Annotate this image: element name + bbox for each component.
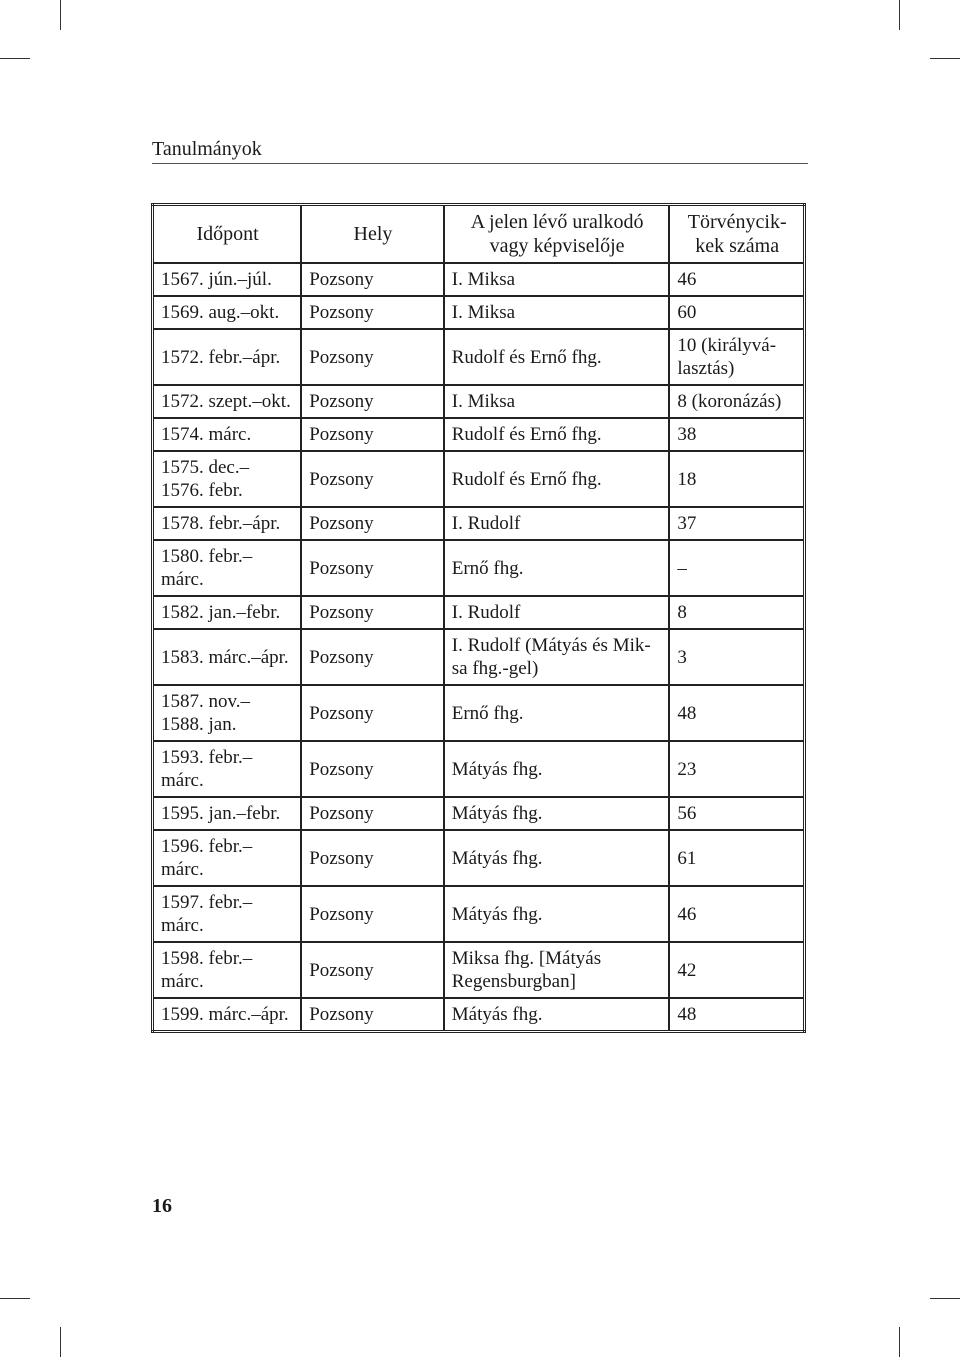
table-row xyxy=(153,629,805,685)
cell-place: Pozsony xyxy=(301,451,444,507)
cell-ruler: Mátyás fhg. xyxy=(444,830,670,886)
cell-articles: 46 xyxy=(669,263,804,296)
cell-articles: 48 xyxy=(669,998,804,1032)
table-row xyxy=(153,998,805,1032)
cell-articles: 60 xyxy=(669,296,804,329)
crop-mark xyxy=(899,1327,900,1357)
cell-articles: 56 xyxy=(669,797,804,830)
table-row xyxy=(153,540,805,596)
cell-articles: 46 xyxy=(669,886,804,942)
cell-ruler: Rudolf és Ernő fhg. xyxy=(444,418,670,451)
cell-articles: 8 (koronázás) xyxy=(669,385,804,418)
cell-ruler: Ernő fhg. xyxy=(444,540,670,596)
cell-ruler: I. Rudolf (Mátyás és Mik-sa fhg.-gel) xyxy=(444,629,670,685)
cell-articles: 37 xyxy=(669,507,804,540)
cell-date: 1593. febr.– márc. xyxy=(153,741,302,797)
cell-articles: 23 xyxy=(669,741,804,797)
crop-mark xyxy=(930,58,960,59)
cell-ruler: Rudolf és Ernő fhg. xyxy=(444,451,670,507)
cell-date: 1574. márc. xyxy=(153,418,302,451)
table-row xyxy=(153,886,805,942)
cell-ruler: I. Miksa xyxy=(444,263,670,296)
table-row xyxy=(153,296,805,329)
header-torvenycikkek: Törvénycik-kek száma xyxy=(669,205,804,264)
cell-articles: 48 xyxy=(669,685,804,741)
cell-ruler: I. Miksa xyxy=(444,385,670,418)
table-row xyxy=(153,385,805,418)
cell-place: Pozsony xyxy=(301,830,444,886)
header-uralkodo: A jelen lévő uralkodó vagy képviselője xyxy=(444,205,670,264)
header-rule xyxy=(152,163,808,164)
cell-date: 1597. febr.– márc. xyxy=(153,886,302,942)
cell-place: Pozsony xyxy=(301,596,444,629)
table-row xyxy=(153,797,805,830)
cell-place: Pozsony xyxy=(301,507,444,540)
cell-articles: 61 xyxy=(669,830,804,886)
cell-articles: 18 xyxy=(669,451,804,507)
cell-place: Pozsony xyxy=(301,418,444,451)
header-hely: Hely xyxy=(301,205,444,264)
table-row xyxy=(153,507,805,540)
crop-mark xyxy=(930,1298,960,1299)
cell-date: 1578. febr.–ápr. xyxy=(153,507,302,540)
cell-place: Pozsony xyxy=(301,685,444,741)
cell-place: Pozsony xyxy=(301,329,444,385)
cell-date: 1595. jan.–febr. xyxy=(153,797,302,830)
cell-date: 1580. febr.– márc. xyxy=(153,540,302,596)
running-head: Tanulmányok xyxy=(152,138,262,160)
cell-date: 1582. jan.–febr. xyxy=(153,596,302,629)
table-header-row xyxy=(153,205,805,264)
cell-ruler: I. Rudolf xyxy=(444,507,670,540)
cell-place: Pozsony xyxy=(301,629,444,685)
crop-mark xyxy=(0,1298,30,1299)
cell-ruler: Mátyás fhg. xyxy=(444,741,670,797)
cell-place: Pozsony xyxy=(301,741,444,797)
table-row xyxy=(153,685,805,741)
cell-ruler: Mátyás fhg. xyxy=(444,998,670,1032)
cell-ruler: Mátyás fhg. xyxy=(444,797,670,830)
cell-articles: 3 xyxy=(669,629,804,685)
table-row xyxy=(153,741,805,797)
crop-mark xyxy=(899,0,900,30)
table-row xyxy=(153,451,805,507)
cell-place: Pozsony xyxy=(301,942,444,998)
cell-ruler: I. Rudolf xyxy=(444,596,670,629)
cell-date: 1599. márc.–ápr. xyxy=(153,998,302,1032)
cell-date: 1596. febr.– márc. xyxy=(153,830,302,886)
page-number: 16 xyxy=(152,1195,172,1217)
cell-place: Pozsony xyxy=(301,296,444,329)
cell-date: 1567. jún.–júl. xyxy=(153,263,302,296)
table-row xyxy=(153,329,805,385)
header-idopont: Időpont xyxy=(153,205,302,264)
cell-articles: – xyxy=(669,540,804,596)
cell-ruler: I. Miksa xyxy=(444,296,670,329)
crop-mark xyxy=(60,1327,61,1357)
table-row xyxy=(153,263,805,296)
cell-place: Pozsony xyxy=(301,797,444,830)
cell-date: 1587. nov.– 1588. jan. xyxy=(153,685,302,741)
cell-place: Pozsony xyxy=(301,263,444,296)
cell-date: 1569. aug.–okt. xyxy=(153,296,302,329)
cell-articles: 38 xyxy=(669,418,804,451)
cell-date: 1572. febr.–ápr. xyxy=(153,329,302,385)
cell-place: Pozsony xyxy=(301,540,444,596)
cell-date: 1575. dec.– 1576. febr. xyxy=(153,451,302,507)
cell-place: Pozsony xyxy=(301,998,444,1032)
cell-articles: 8 xyxy=(669,596,804,629)
table-body xyxy=(153,263,805,1032)
cell-date: 1598. febr.– márc. xyxy=(153,942,302,998)
table-row xyxy=(153,830,805,886)
cell-place: Pozsony xyxy=(301,385,444,418)
diet-table xyxy=(151,203,806,1033)
cell-ruler: Ernő fhg. xyxy=(444,685,670,741)
table-row xyxy=(153,596,805,629)
table-row xyxy=(153,418,805,451)
table-row xyxy=(153,942,805,998)
cell-articles: 42 xyxy=(669,942,804,998)
cell-date: 1583. márc.–ápr. xyxy=(153,629,302,685)
cell-ruler: Mátyás fhg. xyxy=(444,886,670,942)
cell-ruler: Miksa fhg. [Mátyás Regensburgban] xyxy=(444,942,670,998)
crop-mark xyxy=(60,0,61,30)
cell-articles: 10 (királyvá-lasztás) xyxy=(669,329,804,385)
cell-ruler: Rudolf és Ernő fhg. xyxy=(444,329,670,385)
crop-mark xyxy=(0,58,30,59)
cell-date: 1572. szept.–okt. xyxy=(153,385,302,418)
cell-place: Pozsony xyxy=(301,886,444,942)
